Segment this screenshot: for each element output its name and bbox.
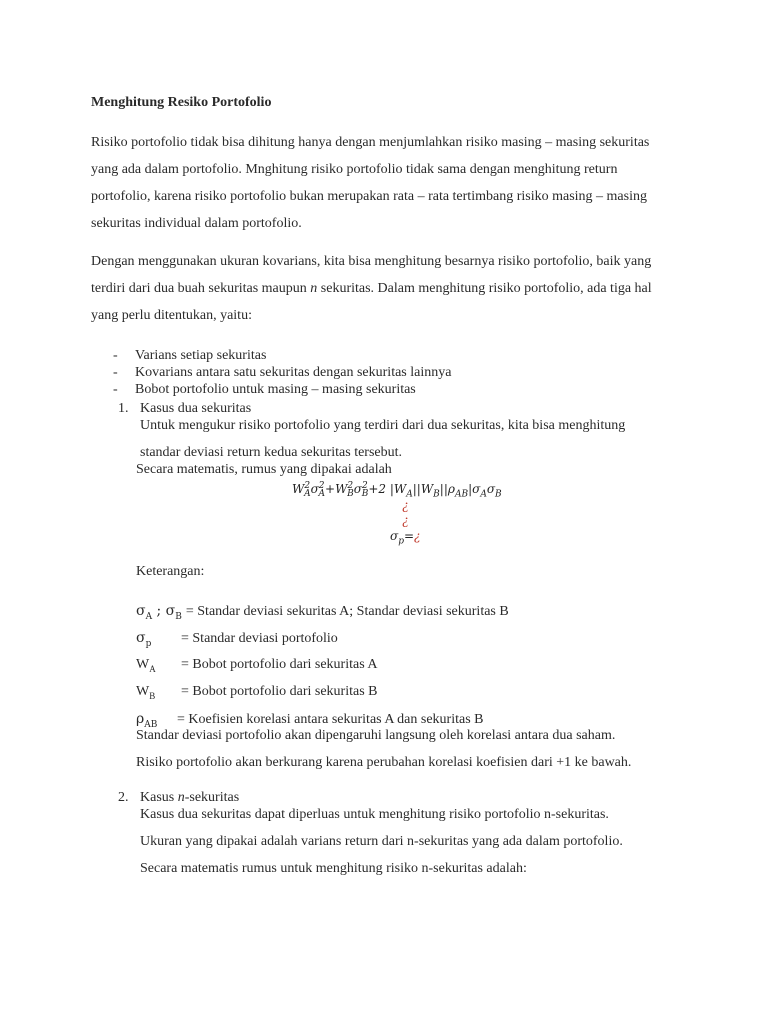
paragraph-kovarians-n: n bbox=[310, 281, 318, 296]
list-item-text: Varians setiap sekuritas bbox=[135, 348, 267, 363]
keterangan-heading: Keterangan: bbox=[136, 564, 205, 579]
case1-number: 1. bbox=[118, 401, 129, 416]
formula-sigma-p: $\sigma_p=¿$ bbox=[390, 529, 421, 547]
case1-line2: standar deviasi return kedua sekuritas tersebut. bbox=[140, 445, 403, 460]
keterangan-item-text: = Bobot portofolio dari sekuritas A bbox=[181, 657, 378, 672]
case2-line3: Secara matematis rumus untuk menghitung risiko n-sekuritas adalah: bbox=[140, 861, 527, 876]
case2-title-suffix: -sekuritas bbox=[184, 790, 240, 805]
list-item-text: Kovarians antara satu sekuritas dengan sekuritas lainnya bbox=[135, 365, 452, 380]
list-item: - Kovarians antara satu sekuritas dengan sekuritas lainnya bbox=[113, 365, 452, 380]
list-item-text: Bobot portofolio untuk masing – masing sekuritas bbox=[135, 382, 416, 397]
keterangan-item: $W_B$ = Bobot portofolio dari sekuritas B bbox=[136, 684, 378, 701]
keterangan-item-text: = Standar deviasi portofolio bbox=[181, 631, 338, 646]
keterangan-item-text: = Bobot portofolio dari sekuritas B bbox=[181, 684, 378, 699]
case1-line1: Untuk mengukur risiko portofolio yang terdiri dari dua sekuritas, kita bisa menghitung bbox=[140, 418, 626, 433]
paragraph-kovarians-text-2: sekuritas. Dalam menghitung risiko portofolio, ada tiga hal yang perlu ditentukan, yaitu: bbox=[91, 281, 652, 323]
list-item: - Varians setiap sekuritas bbox=[113, 348, 267, 363]
keterangan-note: Standar deviasi portofolio akan dipengaruhi langsung oleh korelasi antara dua saham. bbox=[136, 728, 616, 743]
case2-title-n: n bbox=[177, 790, 185, 805]
case2-number: 2. bbox=[118, 790, 129, 805]
paragraph-kovarians-text-1: Dengan menggunakan ukuran kovarians, kita bisa menghitung besarnya risiko portofolio, baik yang terdiri dari dua buah sekuritas maupun bbox=[91, 254, 652, 296]
case1-title: Kasus dua sekuritas bbox=[140, 401, 252, 416]
keterangan-item: $W_A$ = Bobot portofolio dari sekuritas A bbox=[136, 657, 378, 674]
case2-heading bbox=[118, 790, 239, 806]
paragraph-kovarians bbox=[91, 248, 671, 329]
formula-two-securities: $W^2_A\sigma^2_A+W^2_B\sigma^2_B+2$ $|W_A||W_B||\rho_{AB}|\sigma_A\sigma_B$ bbox=[292, 481, 502, 500]
keterangan-note: Risiko portofolio akan berkurang karena perubahan korelasi koefisien dari +1 ke bawah. bbox=[136, 755, 632, 770]
keterangan-item: $\sigma_A$ ; $\sigma_B$ = Standar deviasi sekuritas A; Standar deviasi sekuritas B bbox=[136, 603, 509, 622]
page-title: Menghitung Resiko Portofolio bbox=[91, 95, 272, 110]
paragraph-intro: Risiko portofolio tidak bisa dihitung hanya dengan menjumlahkan risiko masing – masing sekuritas yang ada dalam portofolio. Mnghitung risiko portofolio tidak sama dengan menghitung return portofolio, karena risiko portofolio bukan merupakan rata – rata tertimbang risiko masing – masing sekuritas individual dalam portofolio. bbox=[91, 135, 650, 231]
case1-heading bbox=[118, 401, 251, 417]
keterangan-item: $\sigma_p$ = Standar deviasi portofolio bbox=[136, 630, 338, 649]
formula-broken-glyph: ¿ bbox=[402, 498, 409, 513]
keterangan-item-text: = Koefisien korelasi antara sekuritas A dan sekuritas B bbox=[177, 712, 484, 727]
case2-line2: Ukuran yang dipakai adalah varians return dari n-sekuritas yang ada dalam portofolio. bbox=[140, 834, 623, 849]
case2-line1: Kasus dua sekuritas dapat diperluas untuk menghitung risiko portofolio n-sekuritas. bbox=[140, 807, 609, 822]
case2-title: Kasus bbox=[140, 790, 178, 805]
list-item: - Bobot portofolio untuk masing – masing sekuritas bbox=[113, 382, 416, 397]
formula-broken-glyph: ¿ bbox=[402, 513, 409, 528]
keterangan-item-text: = Standar deviasi sekuritas A; Standar deviasi sekuritas B bbox=[185, 604, 509, 619]
case1-line3: Secara matematis, rumus yang dipakai adalah bbox=[136, 462, 392, 477]
keterangan-item: $\rho_{AB}$ = Koefisien korelasi antara sekuritas A dan sekuritas B bbox=[136, 711, 484, 730]
